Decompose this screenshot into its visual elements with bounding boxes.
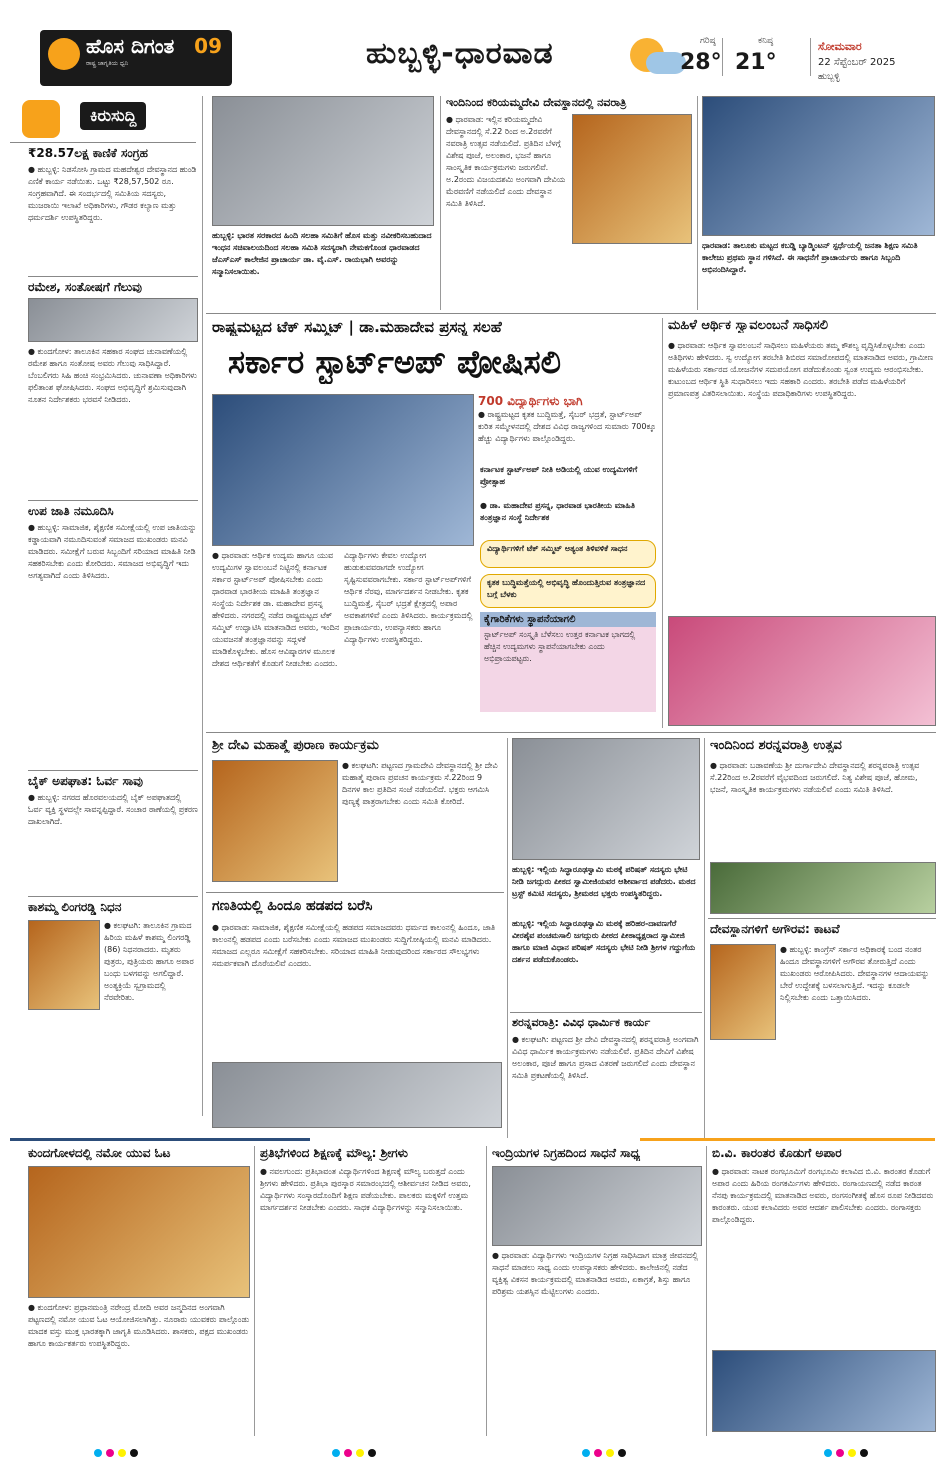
city-title: ಹುಬ್ಬಳ್ಳಿ-ಧಾರವಾಡ (366, 36, 554, 71)
lead-kicker: ರಾಷ್ಟ್ರಮಟ್ಟದ ಟೆಕ್ ಸಮ್ಮಿಟ್ | ಡಾ.ಮಹಾದೇವ ಪ್ರಸನ್ನ ಸಲಹೆ (212, 318, 502, 336)
top-h2: ಇಂದಿನಿಂದ ಕರಿಯಮ್ಮದೇವಿ ದೇವಸ್ಥಾನದಲ್ಲಿ ನವರಾತ್ರಿ (446, 96, 627, 109)
kiru-photo-2 (28, 298, 198, 342)
mid-b4: ● ಧಾರವಾಡ: ಸಾಮಾಜಿಕ, ಶೈಕ್ಷಣಿಕ ಸಮೀಕ್ಷೆಯಲ್ಲಿ ಹಡಪದ ಸಮಾಜದವರು ಧರ್ಮದ ಕಾಲಂನಲ್ಲಿ ಹಿಂದೂ, ಜಾತಿ ಕಾಲಂನಲ್ಲಿ ಹಡಪದ ಎಂದು ಬರೆಸಬೇಕು ಎಂದು ಸಮಾಜದ ಮುಖಂಡರು ಸುದ್ದಿಗೋಷ್ಠಿಯಲ್ಲಿ ಮನವಿ ಮಾಡಿದರು. ಸಮಾಜದ ಎಲ್ಲರೂ ಸಮೀಕ್ಷೆಗೆ ಸಹಕರಿಸಬೇಕು. ಸರಿಯಾದ ಮಾಹಿತಿ ನೀಡುವುದರಿಂದ ಸರ್ಕಾರದ ಸೌಲಭ್ಯಗಳು ಸಮರ್ಪಕವಾಗಿ ದೊರೆಯಲಿವೆ ಎಂದರು. (212, 923, 496, 968)
pink-body: ಸ್ಟಾರ್ಟ್‌ಅಪ್ ಸಂಸ್ಕೃತಿ ಬೆಳೆಸಲು ಉತ್ತರ ಕರ್ನಾಟಕ ಭಾಗದಲ್ಲಿ ಹೆಚ್ಚಿನ ಉದ್ಯಮಗಳು ಸ್ಥಾಪನೆಯಾಗಬೇಕು ಎಂದು ಅಭಿಪ್ರಾಯಪಟ್ಟರು. (484, 630, 636, 663)
mid-h4: ಗಣತಿಯಲ್ಲಿ ಹಿಂದೂ ಹಡಪದ ಬರೆಸಿ (212, 898, 373, 914)
mid-h3: ಇಂದಿನಿಂದ ಶರನ್ನವರಾತ್ರಿ ಉತ್ಸವ (710, 738, 842, 753)
bottom-b2: ● ನವಲಗುಂದ: ಪ್ರತಿಭಾವಂತ ವಿದ್ಯಾರ್ಥಿಗಳಿಂದ ಶಿಕ್ಷಣಕ್ಕೆ ಮೌಲ್ಯ ಬರುತ್ತದೆ ಎಂದು ಶ್ರೀಗಳು ಹೇಳಿದರು. ಪ್ರತಿಭಾ ಪುರಸ್ಕಾರ ಸಮಾರಂಭದಲ್ಲಿ ಆಶೀರ್ವಚನ ನೀಡಿದ ಅವರು, ವಿದ್ಯಾರ್ಥಿಗಳು ಸಂಸ್ಕಾರದೊಂದಿಗೆ ಶಿಕ್ಷಣ ಪಡೆಯಬೇಕು. ಪಾಲಕರು ಮಕ್ಕಳಿಗೆ ಉತ್ತಮ ಮಾರ್ಗದರ್ಶನ ನೀಡಬೇಕು ಎಂದರು. ಸಾಧಕ ವಿದ್ಯಾರ್ಥಿಗಳನ್ನು ಸನ್ಮಾನಿಸಲಾಯಿತು. (260, 1167, 471, 1212)
bottom-b4: ● ಧಾರವಾಡ: ನಾಟಕ ರಂಗಭೂಮಿಗೆ ರಂಗಭೂಮಿ ಕಲಾವಿದ ಬಿ.ವಿ. ಕಾರಂತರ ಕೊಡುಗೆ ಅಪಾರ ಎಂದು ಹಿರಿಯ ರಂಗಕರ್ಮಿಗಳು ಹೇಳಿದರು. ರಂಗಾಯಣದಲ್ಲಿ ನಡೆದ ಕಾರಂತ ನೆನಪು ಕಾರ್ಯಕ್ರಮದಲ್ಲಿ ಮಾತನಾಡಿದ ಅವರು, ರಂಗಸಂಗೀತಕ್ಕೆ ಹೊಸ ರೂಪ ನೀಡಿದವರು ಕಾರಂತರು. ಯುವ ಕಲಾವಿದರು ಅವರ ಆದರ್ಶ ಪಾಲಿಸಬೇಕು ಎಂದರು. ರಂಗಾಸಕ್ತರು ಪಾಲ್ಗೊಂಡಿದ್ದರು. (712, 1167, 934, 1224)
top-b2: ● ಧಾರವಾಡ: ಇಲ್ಲಿನ ಕರಿಯಮ್ಮದೇವಿ ದೇವಸ್ಥಾನದಲ್ಲಿ ಸೆ.22 ರಿಂದ ಅ.2ರವರೆಗೆ ನವರಾತ್ರಿ ಉತ್ಸವ ನಡೆಯಲಿದೆ. ಪ್ರತಿದಿನ ಬೆಳಗ್ಗೆ ವಿಶೇಷ ಪೂಜೆ, ಅಲಂಕಾರ, ಭಜನೆ ಹಾಗೂ ಸಾಂಸ್ಕೃತಿಕ ಕಾರ್ಯಕ್ರಮಗಳು ಜರುಗಲಿವೆ. ಅ.2ರಂದು ವಿಜಯದಶಮಿ ಅಂಗವಾಗಿ ದೇವಿಯ ಮೆರವಣಿಗೆ ನಡೆಯಲಿದೆ ಎಂದು ದೇವಸ್ಥಾನ ಸಮಿತಿ ತಿಳಿಸಿದೆ. (446, 115, 566, 208)
lead-yellow-1: ವಿದ್ಯಾರ್ಥಿಗಳಿಗೆ ಟೆಕ್ ಸಮ್ಮಿಟ್ ಅತ್ಯಂತ ತಿಳಿವಳಿಕೆ ಸಾಧನ (480, 540, 656, 568)
obituary-photo (28, 920, 100, 1010)
run-photo (28, 1166, 250, 1298)
emblem-icon (48, 38, 80, 70)
goddess-photo (572, 114, 692, 244)
bottom-b1: ● ಕುಂದಗೋಳ: ಪ್ರಧಾನಮಂತ್ರಿ ನರೇಂದ್ರ ಮೋದಿ ಅವರ ಜನ್ಮದಿನದ ಅಂಗವಾಗಿ ಪಟ್ಟಣದಲ್ಲಿ ನಮೋ ಯುವ ಓಟ ಆಯೋಜಿಸಲಾಗಿತ್ತು. ನೂರಾರು ಯುವಕರು ಪಾಲ್ಗೊಂಡು ಮಾದಕ ವಸ್ತು ಮುಕ್ತ ಭಾರತಕ್ಕಾಗಿ ಜಾಗೃತಿ ಮೂಡಿಸಿದರು. ಶಾಸಕರು, ಪಕ್ಷದ ಮುಖಂಡರು ಹಾಗೂ ಕಾರ್ಯಕರ್ತರು ಉಪಸ್ಥಿತರಿದ್ದರು. (28, 1303, 250, 1348)
lead-p1: ಕರ್ನಾಟಕ ಸ್ಟಾರ್ಟ್‌ಅಪ್ ನೀತಿ ಅಡಿಯಲ್ಲಿ ಯುವ ಉದ್ಯಮಿಗಳಿಗೆ ಪ್ರೋತ್ಸಾಹ (480, 465, 638, 486)
lead-body-1: ● ಧಾರವಾಡ: ಆರ್ಥಿಕ ಉದ್ಯಮ ಹಾಗೂ ಯುವ ಉದ್ಯಮಿಗಳ ಸ್ವಾವಲಂಬನೆ ನಿಟ್ಟಿನಲ್ಲಿ ಕರ್ನಾಟಕ ಸರ್ಕಾರ ಸ್ಟಾರ್ಟ್‌ಅಪ್ ಪೋಷಿಸಬೇಕು ಎಂದು ಧಾರವಾಡ ಭಾರತೀಯ ಮಾಹಿತಿ ತಂತ್ರಜ್ಞಾನ ಸಂಸ್ಥೆಯ ನಿರ್ದೇಶಕ ಡಾ. ಮಹಾದೇವ ಪ್ರಸನ್ನ ಹೇಳಿದರು. ನಗರದಲ್ಲಿ ನಡೆದ ರಾಷ್ಟ್ರಮಟ್ಟದ ಟೆಕ್ ಸಮ್ಮಿಟ್ ಉದ್ಘಾಟಿಸಿ ಮಾತನಾಡಿದ ಅವರು, ಇಂದಿನ ಯುವಜನತೆ ತಂತ್ರಜ್ಞಾನವನ್ನು ಸದ್ಬಳಕೆ ಮಾಡಿಕೊಳ್ಳಬೇಕು. ಹೊಸ ಆವಿಷ್ಕಾರಗಳ ಮೂಲಕ ದೇಶದ ಆರ್ಥಿಕತೆಗೆ ಕೊಡುಗೆ ನೀಡಬೇಕು ಎಂದರು. (212, 551, 340, 668)
brand-tagline: ರಾಷ್ಟ್ರ ಜಾಗೃತಿಯ ಧ್ವನಿ (86, 60, 129, 67)
print-dots-4 (822, 1442, 870, 1461)
lead-p2: ● ಡಾ. ಮಹಾದೇವ ಪ್ರಸನ್ನ, ಧಾರವಾಡ ಭಾರತೀಯ ಮಾಹಿತಿ ತಂತ್ರಜ್ಞಾನ ಸಂಸ್ಥೆ ನಿರ್ದೇಶಕ (480, 501, 635, 522)
print-dots-2 (330, 1442, 378, 1461)
bottom-b3: ● ಧಾರವಾಡ: ವಿದ್ಯಾರ್ಥಿಗಳು ಇಂದ್ರಿಯಗಳ ನಿಗ್ರಹ ಸಾಧಿಸಿದಾಗ ಮಾತ್ರ ಜೀವನದಲ್ಲಿ ಸಾಧನೆ ಮಾಡಲು ಸಾಧ್ಯ ಎಂದು ಉಪನ್ಯಾಸಕರು ಹೇಳಿದರು. ಕಾಲೇಜಿನಲ್ಲಿ ನಡೆದ ವ್ಯಕ್ತಿತ್ವ ವಿಕಸನ ಕಾರ್ಯಕ್ರಮದಲ್ಲಿ ಮಾತನಾಡಿದ ಅವರು, ಏಕಾಗ್ರತೆ, ಶಿಸ್ತು ಹಾಗೂ ಪರಿಶ್ರಮ ಯಶಸ್ಸಿನ ಮೆಟ್ಟಿಲುಗಳು ಎಂದರು. (492, 1251, 698, 1296)
lead-body-2: ವಿದ್ಯಾರ್ಥಿಗಳು ಕೇವಲ ಉದ್ಯೋಗ ಹುಡುಕುವವರಾಗದೇ ಉದ್ಯೋಗ ಸೃಷ್ಟಿಸುವವರಾಗಬೇಕು. ಸರ್ಕಾರ ಸ್ಟಾರ್ಟ್‌ಅಪ್‌ಗಳಿಗೆ ಆರ್ಥಿಕ ನೆರವು, ಮಾರ್ಗದರ್ಶನ ನೀಡಬೇಕು. ಕೃತಕ ಬುದ್ಧಿಮತ್ತೆ, ಸೈಬರ್ ಭದ್ರತೆ ಕ್ಷೇತ್ರದಲ್ಲಿ ಅಪಾರ ಅವಕಾಶಗಳಿವೆ ಎಂದು ತಿಳಿಸಿದರು. ಕಾರ್ಯಕ್ರಮದಲ್ಲಿ ಪ್ರಾಚಾರ್ಯರು, ಉಪನ್ಯಾಸಕರು ಹಾಗೂ ವಿದ್ಯಾರ್ಥಿಗಳು ಉಪಸ್ಥಿತರಿದ್ದರು. (344, 551, 473, 644)
brand-name: ಹೊಸ ದಿಗಂತ (86, 34, 175, 58)
print-dots-3 (580, 1442, 628, 1461)
kiru-h2: ರಮೇಶ, ಸಂತೋಷಗೆ ಗೆಲುವು (28, 280, 142, 294)
date: 22 ಸೆಪ್ಟೆಂಬರ್ 2025 (818, 57, 896, 68)
mid-h1: ಶ್ರೀ ದೇವಿ ಮಹಾತ್ಮೆ ಪುರಾಣ ಕಾರ್ಯಕ್ರಮ (212, 738, 379, 753)
kirusuddi-label: ಕಿರುಸುದ್ದಿ (80, 102, 146, 130)
bottom-h2: ಪ್ರತಿಭೆಗಳಿಂದ ಶಿಕ್ಷಣಕ್ಕೆ ಮೌಲ್ಯ: ಶ್ರೀಗಳು (260, 1146, 408, 1160)
mid-cap5: ಹುಬ್ಬಳ್ಳಿ: ಇಲ್ಲಿಯ ಸಿದ್ಧಾರೂಢಸ್ವಾಮಿ ಮಠಕ್ಕೆ ಹರಿಹರ-ದಾವಣಗೆರೆ ವೀರಶೈವ ಪಂಚಮಸಾಲಿ ಜಗದ್ಗುರು ಪೀಠದ ಪೀಠಾಧ್ಯಕ್ಷರಾದ ಸ್ವಾಮೀಜಿ ಹಾಗೂ ಮಾಜಿ ವಿಧಾನ ಪರಿಷತ್ ಸದಸ್ಯರು ಭೇಟಿ ನೀಡಿ ಶ್ರೀಗಳ ಗದ್ದುಗೆಯ ದರ್ಶನ ಪಡೆದುಕೊಂಡರು. (512, 919, 696, 964)
top-caption-1: ಹುಬ್ಬಳ್ಳಿ: ಭಾರತ ಸರಕಾರದ ಹಿಂದಿ ಸಲಹಾ ಸಮಿತಿಗೆ ಹೊಸ ಮತ್ತು ನವೀಕರಿಸಬಹುದಾದ ಇಂಧನ ಸಚಿವಾಲಯದಿಂದ ಸಲಹಾ ಸಮಿತಿ ಸದಸ್ಯರಾಗಿ ನೇಮಕಗೊಂಡ ಧಾರವಾಡದ ಜೆಎಸ್ಎಸ್ ಕಾಲೇಜಿನ ಪ್ರಾಚಾರ್ಯ ಡಾ. ವೈ.ಎಸ್. ರಾಯಭಾಗಿ ಅವರನ್ನು ಸನ್ಮಾನಿಸಲಾಯಿತು. (212, 231, 432, 276)
stat-body: ● ರಾಷ್ಟ್ರಮಟ್ಟದ ಕೃತಕ ಬುದ್ಧಿಮತ್ತೆ, ಸೈಬರ್ ಭದ್ರತೆ, ಸ್ಟಾರ್ಟ್‌ಅಪ್ ಕುರಿತ ಸಮ್ಮೇಳನದಲ್ಲಿ ದೇಶದ ವಿವಿಧ ರಾಜ್ಯಗಳಿಂದ ಸುಮಾರು 700ಕ್ಕೂ ಹೆಚ್ಚು ವಿದ್ಯಾರ್ಥಿಗಳು ಪಾಲ್ಗೊಂಡಿದ್ದರು. (478, 410, 656, 443)
stat-box (478, 394, 658, 460)
dateline: ಹುಬ್ಬಳ್ಳಿ (818, 72, 840, 82)
bottom-h1: ಕುಂದಗೋಳದಲ್ಲಿ ನಮೋ ಯುವ ಓಟ (28, 1146, 171, 1160)
kiru-h3: ಉಪ ಜಾತಿ ನಮೂದಿಸಿ (28, 504, 114, 518)
mid-b6: ● ಹುಬ್ಬಳ್ಳಿ: ಕಾಂಗ್ರೆಸ್ ಸರ್ಕಾರ ಅಧಿಕಾರಕ್ಕೆ ಬಂದ ನಂತರ ಹಿಂದೂ ದೇವಸ್ಥಾನಗಳಿಗೆ ಅಗೌರವ ತೋರುತ್ತಿದೆ ಎಂದು ಮುಖಂಡರು ಆರೋಪಿಸಿದರು. ದೇವಸ್ಥಾನಗಳ ಆದಾಯವನ್ನು ಬೇರೆ ಉದ್ದೇಶಕ್ಕೆ ಬಳಸಲಾಗುತ್ತಿದೆ. ಇದನ್ನು ಕೂಡಲೇ ನಿಲ್ಲಿಸಬೇಕು ಎಂದು ಒತ್ತಾಯಿಸಿದರು. (780, 945, 930, 1002)
lead-photo (212, 394, 474, 546)
bottom-h4: ಬಿ.ವಿ. ಕಾರಂತರ ಕೊಡುಗೆ ಅಪಾರ (712, 1146, 842, 1160)
karanth-photo (712, 1350, 936, 1432)
max-temp: 28° (680, 50, 722, 75)
mid-h6: ದೇವಸ್ಥಾನಗಳಿಗೆ ಅಗೌರವ: ಕಾಟವೆ (710, 922, 840, 936)
kiru-b5: ● ಕಲಘಟಗಿ: ತಾಲೂಕಿನ ಗ್ರಾಮದ ಹಿರಿಯ ಮಹಿಳೆ ಕಾಶಮ್ಮ ಲಿಂಗರಡ್ಡಿ (86) ನಿಧನರಾದರು. ಮೃತರು ಪುತ್ರರು, ಪುತ್ರಿಯರು ಹಾಗೂ ಅಪಾರ ಬಂಧು ಬಳಗವನ್ನು ಅಗಲಿದ್ದಾರೆ. ಅಂತ್ಯಕ್ರಿಯೆ ಸ್ವಗ್ರಾಮದಲ್ಲಿ ನೆರವೇರಿತು. (104, 921, 194, 1002)
lead-yellow-2: ಕೃತಕ ಬುದ್ಧಿಮತ್ತೆಯಲ್ಲಿ ಅಭಿವೃದ್ಧಿ ಹೊಂದುತ್ತಿರುವ ತಂತ್ರಜ್ಞಾನದ ಬಗ್ಗೆ ಬೆಳಕು (480, 574, 656, 608)
pink-box (480, 612, 656, 712)
mid-b7: ● ಕಲಘಟಗಿ: ಪಟ್ಟಣದ ಶ್ರೀ ದೇವಿ ದೇವಸ್ಥಾನದಲ್ಲಿ ಶರನ್ನವರಾತ್ರಿ ಅಂಗವಾಗಿ ವಿವಿಧ ಧಾರ್ಮಿಕ ಕಾರ್ಯಕ್ರಮಗಳು ನಡೆಯಲಿವೆ. ಪ್ರತಿದಿನ ದೇವಿಗೆ ವಿಶೇಷ ಅಲಂಕಾರ, ಪೂಜೆ ಹಾಗೂ ಪ್ರಸಾದ ವಿತರಣೆ ಜರುಗಲಿದೆ ಎಂದು ದೇವಸ್ಥಾನ ಸಮಿತಿ ಪ್ರಕಟಣೆಯಲ್ಲಿ ತಿಳಿಸಿದೆ. (512, 1035, 699, 1080)
navaratri-photo (710, 862, 936, 914)
weekday: ಸೋಮವಾರ (818, 40, 862, 53)
bottom-h3: ಇಂದ್ರಿಯಗಳ ನಿಗ್ರಹದಿಂದ ಸಾಧನೆ ಸಾಧ್ಯ (492, 1146, 641, 1160)
min-temp-label: ಕನಿಷ್ಠ (758, 36, 774, 46)
womens-photo (668, 616, 936, 726)
top-photo-3 (702, 96, 935, 236)
kiru-h4: ಬೈಕ್ ಅಪಘಾತ: ಓರ್ವ ಸಾವು (28, 774, 143, 788)
kiru-h5: ಕಾಶಮ್ಮ ಲಿಂಗರಡ್ಡಿ ನಿಧನ (28, 900, 122, 914)
kiru-b4: ● ಹುಬ್ಬಳ್ಳಿ: ನಗರದ ಹೊರವಲಯದಲ್ಲಿ ಬೈಕ್ ಅಪಘಾತದಲ್ಲಿ ಓರ್ವ ವ್ಯಕ್ತಿ ಸ್ಥಳದಲ್ಲೇ ಸಾವನ್ನಪ್ಪಿದ್ದಾರೆ. ಸಂಚಾರ ಠಾಣೆಯಲ್ಲಿ ಪ್ರಕರಣ ದಾಖಲಾಗಿದೆ. (28, 793, 198, 826)
kiru-h1: ₹28.57ಲಕ್ಷ ಕಾಣಿಕೆ ಸಂಗ್ರಹ (28, 146, 148, 160)
lead-headline: ಸರ್ಕಾರ ಸ್ಟಾರ್ಟ್‌ಅಪ್ ಪೋಷಿಸಲಿ (228, 343, 562, 381)
mid-h7: ಶರನ್ನವರಾತ್ರಿ: ವಿವಿಧ ಧಾರ್ಮಿಕ ಕಾರ್ಯ (512, 1016, 651, 1029)
mid-cap2: ಹುಬ್ಬಳ್ಳಿ: ಇಲ್ಲಿಯ ಸಿದ್ಧಾರೂಢಸ್ವಾಮಿ ಮಠಕ್ಕೆ ಪರಿಷತ್ ಸದಸ್ಯರು ಭೇಟಿ ನೀಡಿ ಜಗದ್ಗುರು ಪೀಠದ ಸ್ವಾಮೀಜಿಯವರ ಆಶೀರ್ವಾದ ಪಡೆದರು. ಮಠದ ಟ್ರಸ್ಟ್ ಕಮಿಟಿ ಸದಸ್ಯರು, ಶ್ರೀಮಠದ ಭಕ್ತರು ಉಪಸ್ಥಿತರಿದ್ದರು. (512, 865, 696, 898)
womens-heading: ಮಹಿಳೆ ಆರ್ಥಿಕ ಸ್ವಾವಲಂಬನೆ ಸಾಧಿಸಲಿ (668, 318, 828, 333)
hadapad-photo (212, 1062, 502, 1128)
kiru-b1: ● ಹುಬ್ಬಳ್ಳಿ: ನಿಡಸೋಸಿ ಗ್ರಾಮದ ಮಹದೇಶ್ವರ ದೇವಸ್ಥಾನದ ಹುಂಡಿ ಎಣಿಕೆ ಕಾರ್ಯ ನಡೆಯಿತು. ಒಟ್ಟು ₹28,57,502 ರೂ. ಸಂಗ್ರಹವಾಗಿದೆ. ಈ ಸಂದರ್ಭದಲ್ಲಿ ಸಮಿತಿಯ ಸದಸ್ಯರು, ಮುಜರಾಯಿ ಇಲಾಖೆ ಅಧಿಕಾರಿಗಳು, ಗೌಡರ ಕಲ್ಯಾಣ ಮತ್ತು ಧರ್ಮದರ್ಶಿ ಉಪಸ್ಥಿತರಿದ್ದರು. (28, 165, 197, 222)
mid-b3: ● ಧಾರವಾಡ: ಬಡಾವಣೆಯ ಶ್ರೀ ದುರ್ಗಾದೇವಿ ದೇವಸ್ಥಾನದಲ್ಲಿ ಶರನ್ನವರಾತ್ರಿ ಉತ್ಸವ ಸೆ.22ರಿಂದ ಅ.2ರವರೆಗೆ ವೈಭವದಿಂದ ಜರುಗಲಿದೆ. ನಿತ್ಯ ವಿಶೇಷ ಪೂಜೆ, ಹೋಮ, ಭಜನೆ, ಸಾಂಸ್ಕೃತಿಕ ಕಾರ್ಯಕ್ರಮಗಳು ನಡೆಯಲಿವೆ ಎಂದು ಸಮಿತಿ ತಿಳಿಸಿದೆ. (710, 761, 920, 794)
max-temp-label: ಗರಿಷ್ಠ (700, 36, 716, 46)
stat-title: 700 ವಿದ್ಯಾರ್ಥಿಗಳು ಭಾಗಿ (478, 394, 583, 408)
mid-b1: ● ಕಲಘಟಗಿ: ಪಟ್ಟಣದ ಗ್ರಾಮದೇವಿ ದೇವಸ್ಥಾನದಲ್ಲಿ ಶ್ರೀ ದೇವಿ ಮಹಾತ್ಮೆ ಪುರಾಣ ಪ್ರವಚನ ಕಾರ್ಯಕ್ರಮ ಸೆ.22ರಿಂದ 9 ದಿನಗಳ ಕಾಲ ಪ್ರತಿದಿನ ಸಂಜೆ ನಡೆಯಲಿದೆ. ಭಕ್ತರು ಆಗಮಿಸಿ ಪುಣ್ಯಕ್ಕೆ ಪಾತ್ರರಾಗಬೇಕು ಎಂದು ಸಮಿತಿ ಕೋರಿದೆ. (342, 761, 498, 806)
print-dots-1 (92, 1442, 140, 1461)
leader-photo (710, 944, 776, 1040)
devi-photo (212, 760, 338, 882)
masthead-logo (40, 30, 232, 86)
womens-body: ● ಧಾರವಾಡ: ಆರ್ಥಿಕ ಸ್ವಾವಲಂಬನೆ ಸಾಧಿಸಲು ಮಹಿಳೆಯರು ತಮ್ಮ ಕೌಶಲ್ಯ ವೃದ್ಧಿಸಿಕೊಳ್ಳಬೇಕು ಎಂದು ಅತಿಥಿಗಳು ಹೇಳಿದರು. ಸ್ವ ಉದ್ಯೋಗ ತರಬೇತಿ ಶಿಬಿರದ ಸಮಾರೋಪದಲ್ಲಿ ಮಾತನಾಡಿದ ಅವರು, ಗ್ರಾಮೀಣ ಮಹಿಳೆಯರು ಸರ್ಕಾರದ ಯೋಜನೆಗಳ ಸದುಪಯೋಗ ಪಡೆದುಕೊಂಡು ಸ್ವಂತ ಉದ್ಯಮ ಆರಂಭಿಸಬೇಕು. ಕುಟುಂಬದ ಆರ್ಥಿಕ ಸ್ಥಿತಿ ಸುಧಾರಿಸಲು ಇದು ಸಹಕಾರಿ ಎಂದರು. ತರಬೇತಿ ಪಡೆದ ಮಹಿಳೆಯರಿಗೆ ಪ್ರಮಾಣಪತ್ರ ವಿತರಿಸಲಾಯಿತು. ಸಂಸ್ಥೆಯ ಪದಾಧಿಕಾರಿಗಳು ಉಪಸ್ಥಿತರಿದ್ದರು. (668, 341, 934, 398)
mutt-photo (512, 738, 700, 860)
min-temp: 21° (735, 50, 777, 75)
top-photo-1 (212, 96, 434, 226)
top-caption-3: ಧಾರವಾಡ: ತಾಲೂಕು ಮಟ್ಟದ ಕಬಡ್ಡಿ ಬ್ಯಾಡ್ಮಿಂಟನ್ ಸ್ಪರ್ಧೆಯಲ್ಲಿ ಜನತಾ ಶಿಕ್ಷಣ ಸಮಿತಿ ಕಾಲೇಜು ಪ್ರಥಮ ಸ್ಥಾನ ಗಳಿಸಿದೆ. ಈ ಸಾಧನೆಗೆ ಪ್ರಾಚಾರ್ಯರು ಹಾಗೂ ಸಿಬ್ಬಂದಿ ಅಭಿನಂದಿಸಿದ್ದಾರೆ. (702, 241, 918, 274)
page-number: 09 (194, 34, 222, 58)
pink-heading: ಕೈಗಾರಿಕೆಗಳು ಸ್ಥಾಪನೆಯಾಗಲಿ (480, 612, 656, 627)
kiru-b3: ● ಹುಬ್ಬಳ್ಳಿ: ಸಾಮಾಜಿಕ, ಶೈಕ್ಷಣಿಕ ಸಮೀಕ್ಷೆಯಲ್ಲಿ ಉಪ ಜಾತಿಯನ್ನು ಕಡ್ಡಾಯವಾಗಿ ನಮೂದಿಸುವಂತೆ ಸಮಾಜದ ಮುಖಂಡರು ಮನವಿ ಮಾಡಿದರು. ಸಮೀಕ್ಷೆಗೆ ಬರುವ ಸಿಬ್ಬಂದಿಗೆ ಸರಿಯಾದ ಮಾಹಿತಿ ನೀಡಿ ಸಹಕರಿಸಬೇಕು ಎಂದು ಕೋರಿದರು. ಸಮಾಜದ ಅಭಿವೃದ್ಧಿಗೆ ಇದು ಅಗತ್ಯವಾಗಿದೆ ಎಂದು ತಿಳಿಸಿದರು. (28, 523, 197, 580)
kiru-b2: ● ಕುಂದಗೋಳ: ತಾಲೂಕಿನ ಸಹಕಾರ ಸಂಘದ ಚುನಾವಣೆಯಲ್ಲಿ ರಮೇಶ ಹಾಗೂ ಸಂತೋಷ ಅವರು ಗೆಲುವು ಸಾಧಿಸಿದ್ದಾರೆ. ಬೆಂಬಲಿಗರು ಸಿಹಿ ಹಂಚಿ ಸಂಭ್ರಮಿಸಿದರು. ಚುನಾವಣಾ ಅಧಿಕಾರಿಗಳು ಫಲಿತಾಂಶ ಘೋಷಿಸಿದರು. ಸಂಘದ ಅಭಿವೃದ್ಧಿಗೆ ಶ್ರಮಿಸುವುದಾಗಿ ನೂತನ ನಿರ್ದೇಶಕರು ಭರವಸೆ ನೀಡಿದರು. (28, 347, 197, 404)
hand-icon (22, 100, 60, 138)
senses-photo (492, 1166, 702, 1246)
